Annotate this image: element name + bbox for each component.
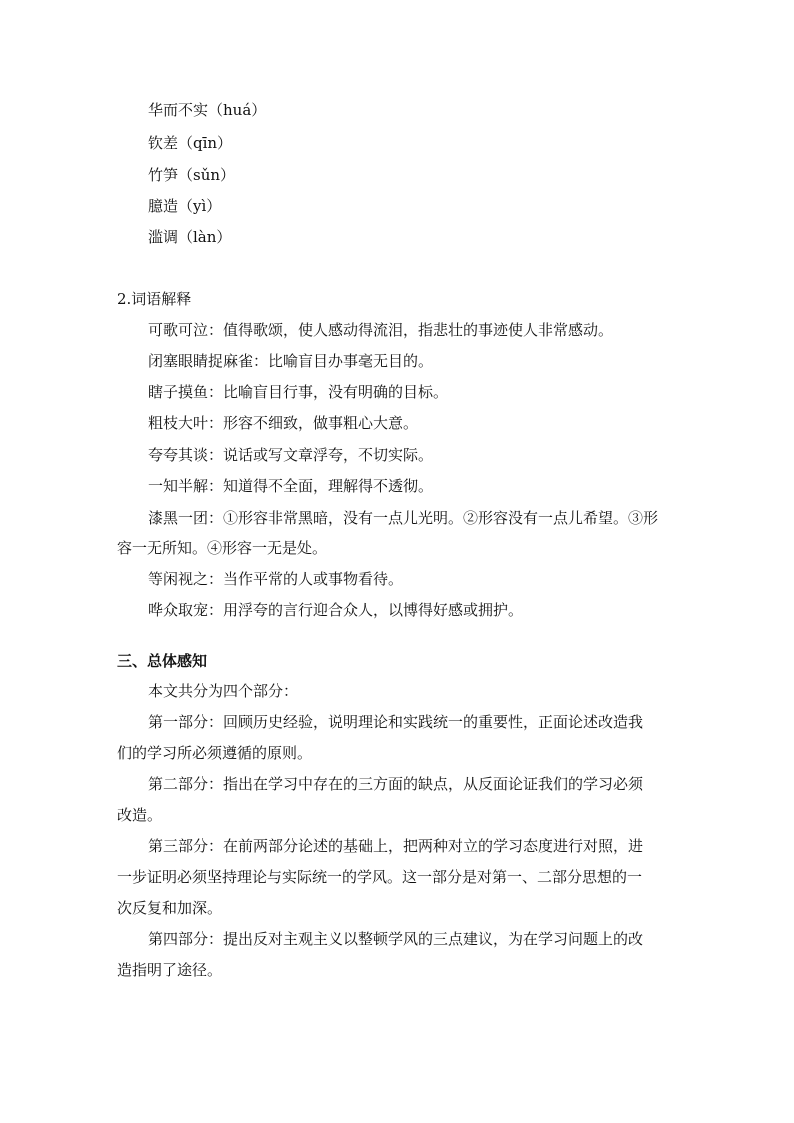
- vocab-heading: 2.词语解释: [117, 290, 192, 308]
- overview-paragraph-continued: 改造。: [117, 806, 163, 824]
- overview-paragraph-continued: 们的学习所必须遵循的原则。: [117, 744, 313, 762]
- vocab-definition: 闭塞眼睛捉麻雀：比喻盲目办事毫无目的。: [148, 352, 434, 370]
- overview-paragraph: 第四部分：提出反对主观主义以整顿学风的三点建议，为在学习问题上的改: [148, 930, 644, 948]
- overview-paragraph: 本文共分为四个部分：: [148, 682, 299, 700]
- vocab-definition: 粗枝大叶：形容不细致，做事粗心大意。: [148, 414, 419, 432]
- overview-paragraph: 第二部分：指出在学习中存在的三方面的缺点，从反面论证我们的学习必须: [148, 775, 644, 793]
- overview-paragraph: 第三部分：在前两部分论述的基础上，把两种对立的学习态度进行对照，进: [148, 837, 644, 855]
- pronunciation-item: 滥调（làn）: [148, 228, 232, 246]
- vocab-definition: 哗众取宠：用浮夸的言行迎合众人，以博得好感或拥护。: [148, 601, 524, 619]
- overview-paragraph-continued: 次反复和加深。: [117, 899, 223, 917]
- pronunciation-item: 竹笋（sǔn）: [148, 166, 236, 184]
- overview-paragraph: 第一部分：回顾历史经验，说明理论和实践统一的重要性，正面论述改造我: [148, 713, 644, 731]
- pronunciation-item: 臆造（yì）: [148, 197, 222, 215]
- vocab-definition: 瞎子摸鱼：比喻盲目行事，没有明确的目标。: [148, 383, 449, 401]
- vocab-definition: 等闲视之：当作平常的人或事物看待。: [148, 570, 404, 588]
- vocab-definition: 漆黑一团：①形容非常黑暗，没有一点儿光明。②形容没有一点儿希望。③形: [148, 509, 659, 527]
- pronunciation-item: 钦差（qīn）: [148, 134, 233, 152]
- overview-paragraph-continued: 造指明了途径。: [117, 961, 223, 979]
- overview-paragraph-continued: 一步证明必须坚持理论与实际统一的学风。这一部分是对第一、二部分思想的一: [117, 868, 643, 886]
- vocab-definition: 可歌可泣：值得歌颂，使人感动得流泪，指悲壮的事迹使人非常感动。: [148, 321, 614, 339]
- section-heading: 三、总体感知: [117, 652, 208, 670]
- vocab-definition: 一知半解：知道得不全面，理解得不透彻。: [148, 477, 434, 495]
- pronunciation-item: 华而不实（huá）: [148, 101, 267, 119]
- vocab-definition: 夸夸其谈：说话或写文章浮夸，不切实际。: [148, 446, 434, 464]
- vocab-definition-continued: 容一无所知。④形容一无是处。: [117, 539, 328, 557]
